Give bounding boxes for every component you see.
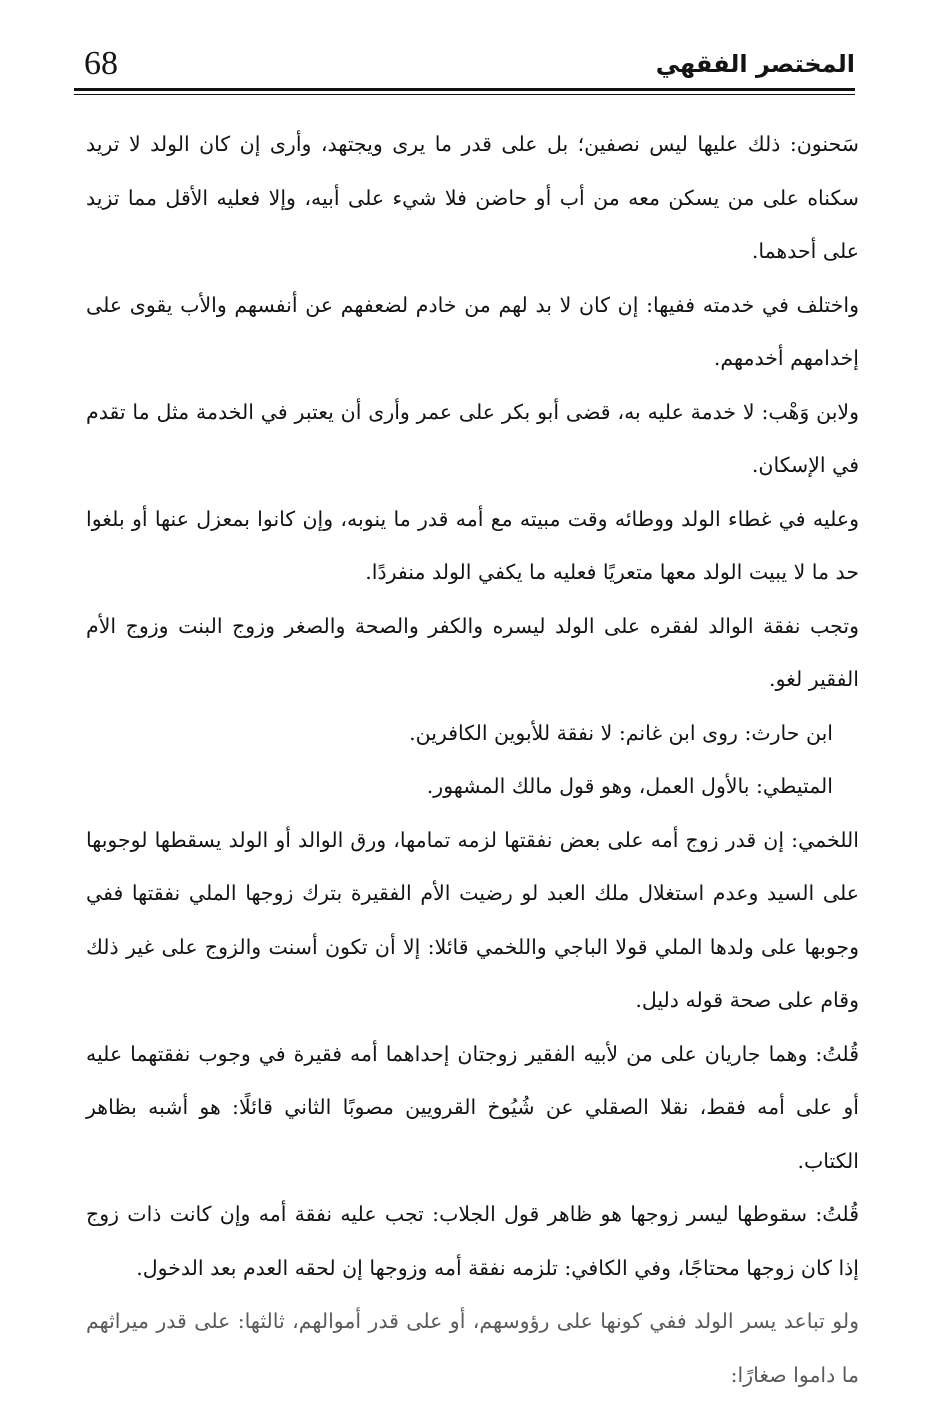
page-header xyxy=(74,42,855,94)
paragraph-service: واختلف في خدمته ففيها: إن كان لا بد لهم من خادم لضعفهم عن أنفسهم والأب يقوى على إخدامهم أخدمهم. xyxy=(86,292,859,370)
paragraph-mutayti: المتيطي: بالأول العمل، وهو قول مالك المشهور. xyxy=(426,774,833,798)
paragraph-parent-maintenance: وتجب نفقة الوالد لفقره على الولد ليسره والكفر والصحة والصغر وزوج البنت وزوج الأم الفقير لغو. xyxy=(86,613,859,691)
paragraph-sahnun: سَحنون: ذلك عليها ليس نصفين؛ بل على قدر ما يرى ويجتهد، وأرى إن كان الولد لا تريد سكناه على من يسكن معه من أب أو حاضن فلا شيء على أبيه، وإلا فعليه الأقل مما تزيد على أحدهما. xyxy=(86,132,859,263)
paragraph-bedding: وعليه في غطاء الولد ووطائه وقت مبيته مع أمه قدر ما ينوبه، وإن كانوا بمعزل عنها أو بلغوا حد ما لا يبيت الولد معها متعريًا فعليه ما يكفي الولد منفردًا. xyxy=(86,506,859,584)
paragraph-qultu-2: قُلتُ: سقوطها ليسر زوجها هو ظاهر قول الجلاب: تجب عليه نفقة أمه وإن كانت ذات زوج إذا كان زوجها محتاجًا، وفي الكافي: تلزمه نفقة أمه وزوجها إن لحقه العدم بعد الدخول. xyxy=(86,1202,859,1280)
header-rule-thin xyxy=(74,94,855,95)
paragraph-ibn-wahb: ولابن وَهْب: لا خدمة عليه به، قضى أبو بكر على عمر وأرى أن يعتبر في الخدمة مثل ما تقدم في الإسكان. xyxy=(86,399,859,477)
paragraph-children-wealth: ولو تباعد يسر الولد ففي كونها على رؤوسهم، أو على قدر أموالهم، ثالثها: على قدر ميراثهم ما داموا صغارًا: xyxy=(86,1309,859,1387)
page-number: 68 xyxy=(84,45,118,82)
page-body xyxy=(86,118,859,1402)
header-rule-thick xyxy=(74,88,855,91)
book-title: المختصر الفقهي xyxy=(655,50,855,78)
paragraph-lakhmi: اللخمي: إن قدر زوج أمه على بعض نفقتها لزمه تمامها، ورق الوالد أو الولد يسقطها لوجوبها على السيد وعدم استغلال ملك العبد لو رضيت الأم الفقيرة بترك زوجها الملي نفقتها ففي وجوبها على ولدها الملي قولا الباجي واللخمي قائلا: إلا أن تكون أسنت والزوج على غير ذلك وقام على صحة قوله دليل. xyxy=(86,827,859,1012)
paragraph-qultu-1: قُلتُ: وهما جاريان على من لأبيه الفقير زوجتان إحداهما أمه فقيرة في وجوب نفقتهما عليه أو على أمه فقط، نقلا الصقلي عن شُيُوخ القرويين مصوبًا الثاني قائلًا: هو أشبه بظاهر الكتاب. xyxy=(86,1041,859,1173)
paragraph-ibn-harith: ابن حارث: روى ابن غانم: لا نفقة للأبوين الكافرين. xyxy=(409,720,833,745)
